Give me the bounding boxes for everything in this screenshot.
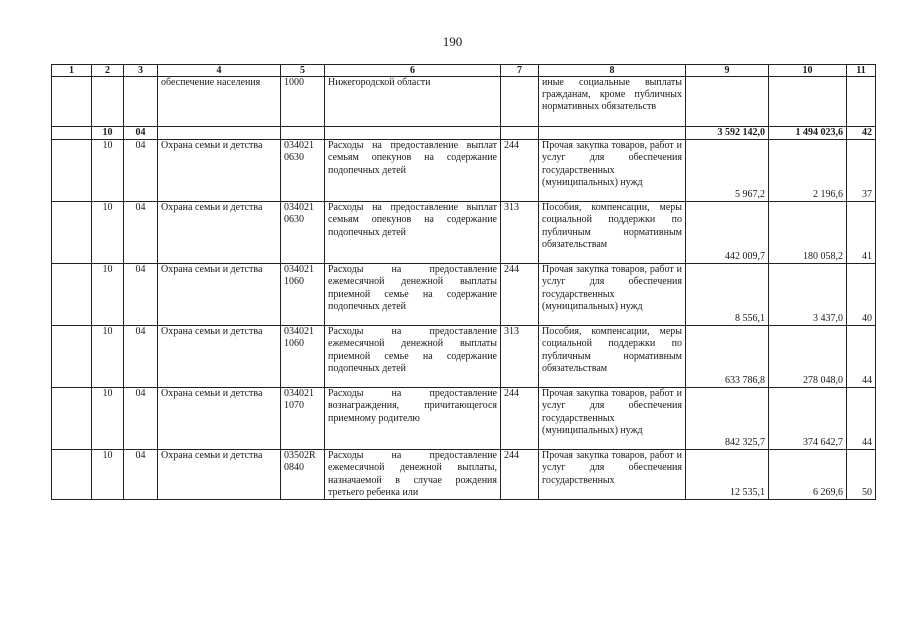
cell-section: 10 — [92, 388, 124, 450]
cell-section — [92, 77, 124, 127]
column-header: 4 — [158, 65, 281, 77]
cell-expense-type — [501, 127, 539, 140]
cell-section: 10 — [92, 450, 124, 500]
cell-col1 — [52, 264, 92, 326]
cell-expense-type-name: Прочая закупка товаров, работ и услуг для обеспечения государственных (муниципальных) нужд — [539, 388, 686, 450]
cell-col1 — [52, 77, 92, 127]
table-row — [52, 202, 876, 264]
cell-section-name: Охрана семьи и детства — [158, 140, 281, 202]
cell-amount-actual: 278 048,0 — [769, 326, 847, 388]
cell-subsection — [124, 77, 158, 127]
cell-col1 — [52, 202, 92, 264]
cell-expense-type: 244 — [501, 140, 539, 202]
cell-expense-type: 244 — [501, 264, 539, 326]
cell-target-code: 1000 — [281, 77, 325, 127]
column-header: 11 — [847, 65, 876, 77]
table-row-subtotal — [52, 127, 876, 140]
cell-target-code: 03502R 0840 — [281, 450, 325, 500]
cell-percent: 37 — [847, 140, 876, 202]
cell-col1 — [52, 140, 92, 202]
cell-percent: 40 — [847, 264, 876, 326]
cell-expense-type: 244 — [501, 388, 539, 450]
cell-subsection: 04 — [124, 202, 158, 264]
cell-percent: 42 — [847, 127, 876, 140]
cell-section: 10 — [92, 140, 124, 202]
cell-amount-actual — [769, 77, 847, 127]
column-header: 10 — [769, 65, 847, 77]
cell-amount-plan: 442 009,7 — [686, 202, 769, 264]
column-header: 7 — [501, 65, 539, 77]
cell-amount-actual: 6 269,6 — [769, 450, 847, 500]
cell-percent: 44 — [847, 388, 876, 450]
cell-target-code: 034021 0630 — [281, 140, 325, 202]
cell-expense-type-name: Пособия, компенсации, меры социальной поддержки по публичным нормативным обязательствам — [539, 326, 686, 388]
cell-expense-type-name — [539, 127, 686, 140]
cell-subsection: 04 — [124, 326, 158, 388]
cell-section-name: Охрана семьи и детства — [158, 326, 281, 388]
cell-expense-type-name: Пособия, компенсации, меры социальной поддержки по публичным нормативным обязательствам — [539, 202, 686, 264]
column-header: 9 — [686, 65, 769, 77]
cell-target-code: 034021 0630 — [281, 202, 325, 264]
cell-expense-type: 313 — [501, 326, 539, 388]
cell-subsection: 04 — [124, 388, 158, 450]
table-row — [52, 326, 876, 388]
cell-amount-plan: 8 556,1 — [686, 264, 769, 326]
cell-section: 10 — [92, 264, 124, 326]
table-row — [52, 77, 876, 127]
cell-section-name: Охрана семьи и детства — [158, 388, 281, 450]
cell-target-code: 034021 1060 — [281, 326, 325, 388]
cell-target-name: Расходы на предоставление выплат семьям опекунов на содержание подопечных детей — [325, 140, 501, 202]
table-row — [52, 140, 876, 202]
cell-target-name: Расходы на предоставление ежемесячной денежной выплаты приемной семье на содержание подопечных детей — [325, 264, 501, 326]
cell-subsection: 04 — [124, 140, 158, 202]
column-header: 2 — [92, 65, 124, 77]
cell-section-name: Охрана семьи и детства — [158, 202, 281, 264]
cell-percent: 50 — [847, 450, 876, 500]
cell-amount-actual: 3 437,0 — [769, 264, 847, 326]
cell-target-code: 034021 1070 — [281, 388, 325, 450]
cell-subsection: 04 — [124, 450, 158, 500]
cell-target-code: 034021 1060 — [281, 264, 325, 326]
cell-subsection: 04 — [124, 127, 158, 140]
cell-amount-actual: 2 196,6 — [769, 140, 847, 202]
cell-amount-actual: 374 642,7 — [769, 388, 847, 450]
cell-amount-plan: 5 967,2 — [686, 140, 769, 202]
column-header: 6 — [325, 65, 501, 77]
cell-target-name: Расходы на предоставление ежемесячной денежной выплаты приемной семье на содержание подопечных детей — [325, 326, 501, 388]
cell-target-name: Расходы на предоставление ежемесячной денежной выплаты, назначаемой в случае рождения третьего ребенка или — [325, 450, 501, 500]
cell-expense-type-name: Прочая закупка товаров, работ и услуг для обеспечения государственных — [539, 450, 686, 500]
cell-expense-type-name: Прочая закупка товаров, работ и услуг для обеспечения государственных (муниципальных) нужд — [539, 264, 686, 326]
cell-percent: 44 — [847, 326, 876, 388]
column-header: 5 — [281, 65, 325, 77]
cell-col1 — [52, 388, 92, 450]
cell-amount-plan: 12 535,1 — [686, 450, 769, 500]
cell-amount-plan — [686, 77, 769, 127]
cell-section: 10 — [92, 202, 124, 264]
page-number: 190 — [442, 34, 463, 49]
cell-expense-type: 244 — [501, 450, 539, 500]
cell-expense-type-name: Прочая закупка товаров, работ и услуг для обеспечения государственных (муниципальных) нужд — [539, 140, 686, 202]
cell-col1 — [52, 127, 92, 140]
cell-percent: 41 — [847, 202, 876, 264]
cell-section-name: Охрана семьи и детства — [158, 450, 281, 500]
column-header: 1 — [52, 65, 92, 77]
cell-amount-actual: 1 494 023,6 — [769, 127, 847, 140]
header-row — [52, 65, 876, 77]
cell-target-code — [281, 127, 325, 140]
cell-section-name — [158, 127, 281, 140]
cell-expense-type-name: иные социальные выплаты гражданам, кроме публичных нормативных обязательств — [539, 77, 686, 127]
table-row — [52, 264, 876, 326]
cell-percent — [847, 77, 876, 127]
column-header: 3 — [124, 65, 158, 77]
cell-expense-type: 313 — [501, 202, 539, 264]
cell-col1 — [52, 450, 92, 500]
cell-section: 10 — [92, 127, 124, 140]
cell-amount-actual: 180 058,2 — [769, 202, 847, 264]
cell-target-name: Расходы на предоставление вознаграждения, причитающегося приемному родителю — [325, 388, 501, 450]
cell-target-name: Расходы на предоставление выплат семьям опекунов на содержание подопечных детей — [325, 202, 501, 264]
cell-amount-plan: 3 592 142,0 — [686, 127, 769, 140]
cell-amount-plan: 842 325,7 — [686, 388, 769, 450]
cell-expense-type — [501, 77, 539, 127]
cell-amount-plan: 633 786,8 — [686, 326, 769, 388]
cell-section-name: Охрана семьи и детства — [158, 264, 281, 326]
budget-table — [51, 64, 876, 500]
cell-target-name — [325, 127, 501, 140]
cell-subsection: 04 — [124, 264, 158, 326]
cell-section-name: обеспечение населения — [158, 77, 281, 127]
column-header: 8 — [539, 65, 686, 77]
table-row — [52, 388, 876, 450]
cell-col1 — [52, 326, 92, 388]
cell-section: 10 — [92, 326, 124, 388]
cell-target-name: Нижегородской области — [325, 77, 501, 127]
table-row — [52, 450, 876, 500]
